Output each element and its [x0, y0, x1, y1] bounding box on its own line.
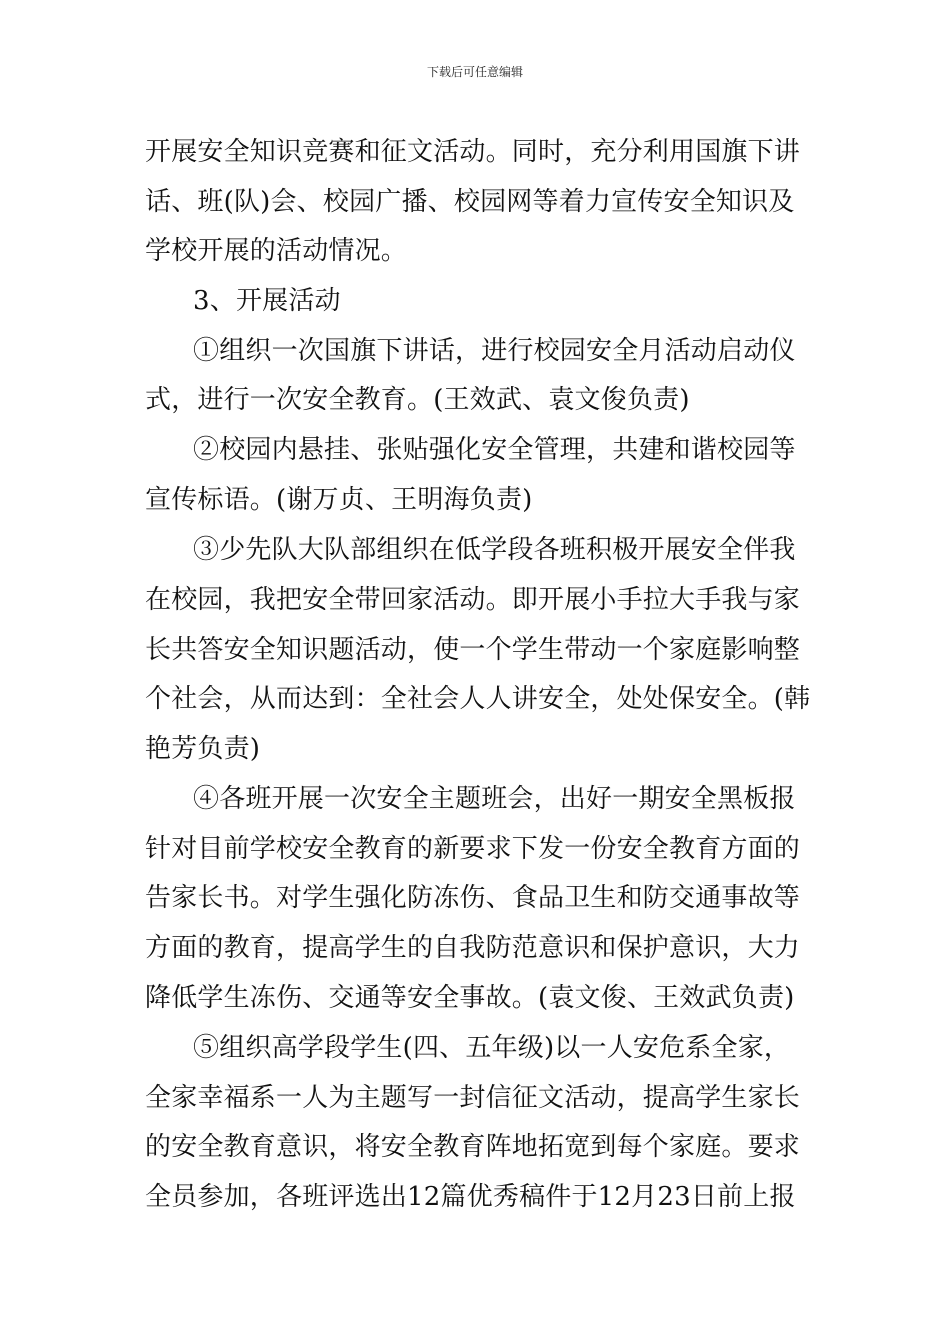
body-line: 的安全教育意识，将安全教育阵地拓宽到每个家庭。要求 — [145, 1132, 801, 1162]
body-line: 降低学生冻伤、交通等安全事故。(袁文俊、王效武负责) — [145, 983, 795, 1013]
body-line: 方面的教育，提高学生的自我防范意识和保护意识，大力 — [145, 933, 801, 963]
body-line: 针对目前学校安全教育的新要求下发一份安全教育方面的 — [145, 834, 801, 864]
body-line: 长共答安全知识题活动，使一个学生带动一个家庭影响整 — [145, 635, 801, 665]
list-item-start: ④各班开展一次安全主题班会，出好一期安全黑板报 — [193, 784, 796, 814]
body-line: 个社会，从而达到：全社会人人讲安全，处处保安全。(韩 — [145, 684, 811, 714]
body-line: 宣传标语。(谢万贞、王明海负责) — [145, 485, 533, 515]
list-item-start: ②校园内悬挂、张贴强化安全管理，共建和谐校园等 — [193, 435, 796, 465]
page-header: 下载后可任意编辑 — [426, 65, 523, 79]
body-line: 全员参加，各班评选出12篇优秀稿件于12月23日前上报 — [145, 1182, 796, 1212]
body-line: 艳芳负责) — [145, 734, 261, 764]
body-line: 全家幸福系一人为主题写一封信征文活动，提高学生家长 — [145, 1083, 801, 1113]
section-heading: 3、开展活动 — [193, 286, 341, 316]
body-line: 学校开展的活动情况。 — [145, 236, 408, 266]
body-line: 开展安全知识竞赛和征文活动。同时，充分利用国旗下讲 — [145, 137, 801, 167]
list-item-start: ③少先队大队部组织在低学段各班积极开展安全伴我 — [193, 535, 796, 565]
body-line: 式，进行一次安全教育。(王效武、袁文俊负责) — [145, 385, 690, 415]
body-line: 在校园，我把安全带回家活动。即开展小手拉大手我与家 — [145, 585, 801, 615]
list-item-start: ①组织一次国旗下讲话，进行校园安全月活动启动仪 — [193, 336, 796, 366]
body-line: 话、班(队)会、校园广播、校园网等着力宣传安全知识及 — [145, 187, 795, 217]
body-line: 告家长书。对学生强化防冻伤、食品卫生和防交通事故等 — [145, 883, 801, 913]
list-item-start: ⑤组织高学段学生(四、五年级)以一人安危系全家， — [193, 1033, 791, 1063]
